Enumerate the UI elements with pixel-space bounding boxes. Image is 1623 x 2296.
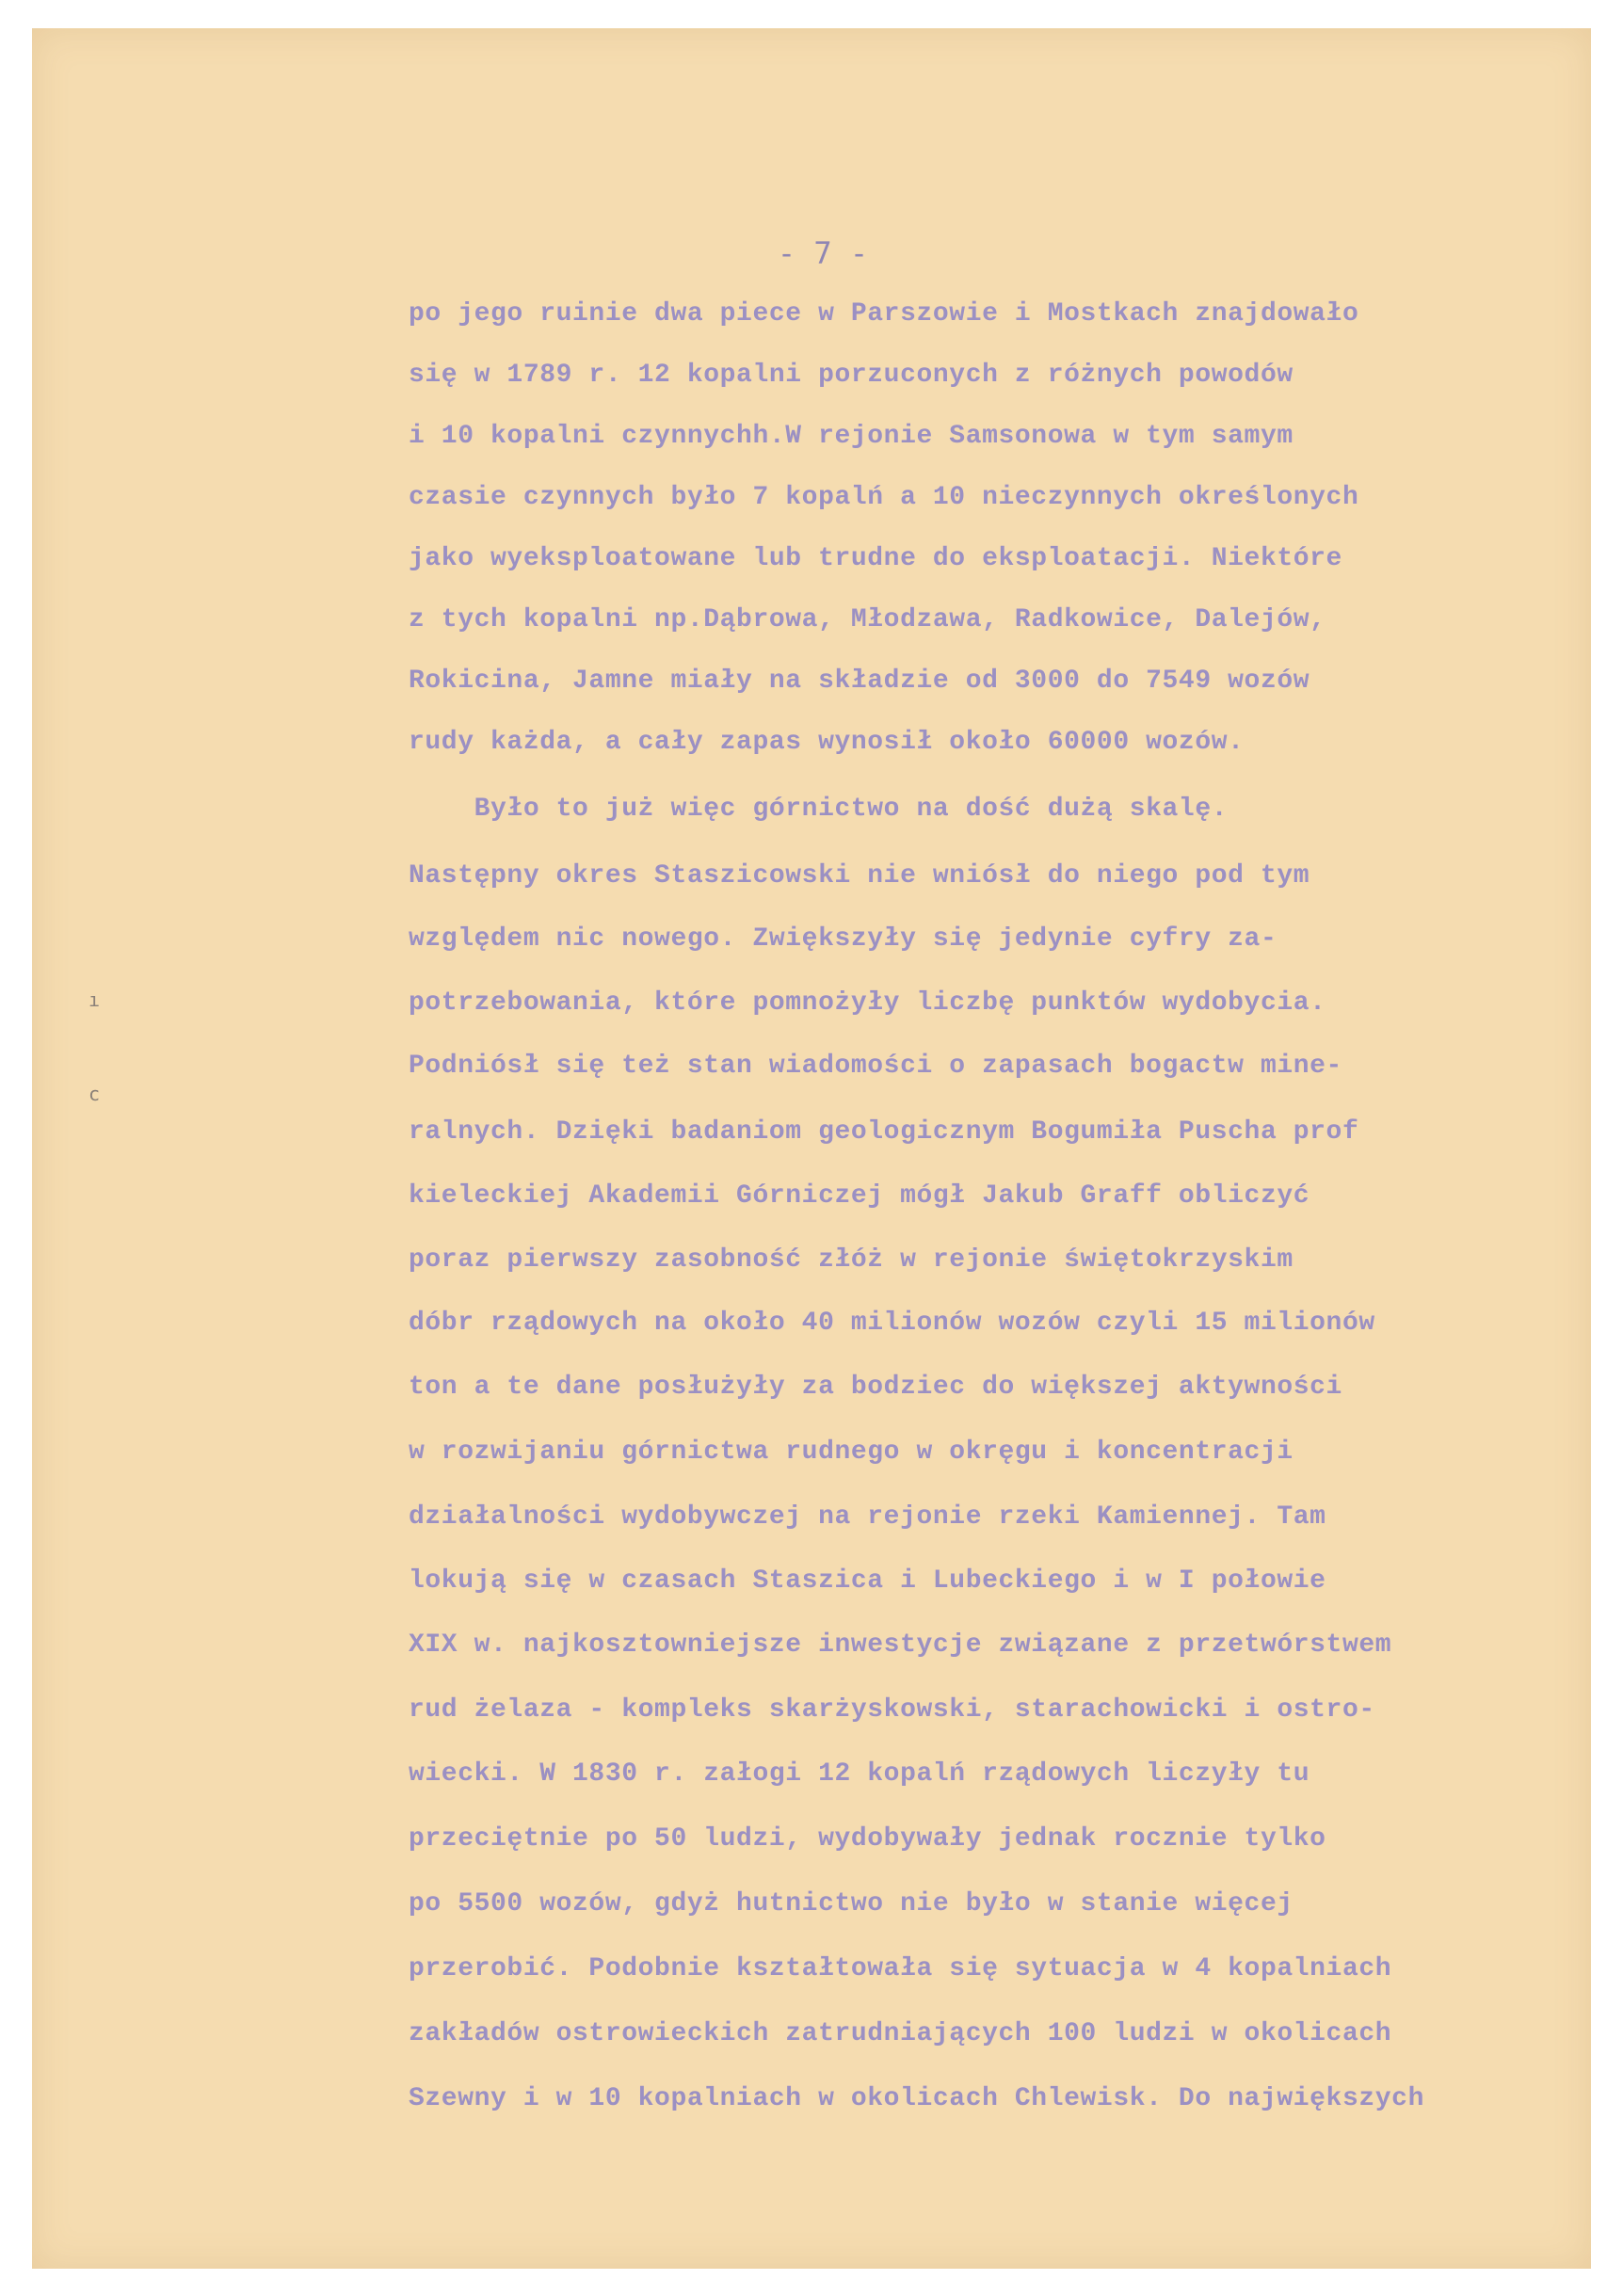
text-line: Było to już więc górnictwo na dość dużą skalę.: [409, 795, 1229, 824]
text-line: XIX w. najkosztowniejsze inwestycje związane z przetwórstwem: [409, 1630, 1392, 1660]
text-line: w rozwijaniu górnictwa rudnego w okręgu i koncentracji: [409, 1437, 1294, 1467]
margin-mark: c: [88, 1083, 101, 1105]
text-line: lokują się w czasach Staszica i Lubeckiego i w I połowie: [409, 1566, 1326, 1596]
text-line: ralnych. Dzięki badaniom geologicznym Bogumiła Puscha prof: [409, 1117, 1359, 1147]
text-line: czasie czynnych było 7 kopalń a 10 nieczynnych określonych: [409, 483, 1359, 512]
document-page: [32, 28, 1591, 2269]
text-line: rud żelaza - kompleks skarżyskowski, starachowicki i ostro-: [409, 1695, 1375, 1725]
text-line: dóbr rządowych na około 40 milionów wozów czyli 15 milionów: [409, 1309, 1375, 1338]
text-line: po jego ruinie dwa piece w Parszowie i Mostkach znajdowało: [409, 299, 1359, 329]
text-line: jako wyeksploatowane lub trudne do eksploatacji. Niektóre: [409, 544, 1342, 573]
text-line: względem nic nowego. Zwiększyły się jedynie cyfry za-: [409, 924, 1278, 954]
text-line: się w 1789 r. 12 kopalni porzuconych z różnych powodów: [409, 361, 1294, 390]
text-line: działalności wydobywczej na rejonie rzeki Kamiennej. Tam: [409, 1502, 1326, 1532]
text-line: kieleckiej Akademii Górniczej mógł Jakub Graff obliczyć: [409, 1181, 1310, 1211]
text-line: Następny okres Staszicowski nie wniósł do niego pod tym: [409, 861, 1310, 891]
page-number: - 7 -: [777, 235, 869, 271]
text-line: z tych kopalni np.Dąbrowa, Młodzawa, Radkowice, Dalejów,: [409, 605, 1326, 634]
text-line: poraz pierwszy zasobność złóż w rejonie świętokrzyskim: [409, 1245, 1294, 1275]
text-line: ton a te dane posłużyły za bodziec do większej aktywności: [409, 1373, 1342, 1402]
text-line: Rokicina, Jamne miały na składzie od 3000 do 7549 wozów: [409, 666, 1310, 696]
text-line: wiecki. W 1830 r. załogi 12 kopalń rządowych liczyły tu: [409, 1759, 1310, 1789]
text-line: potrzebowania, które pomnożyły liczbę punktów wydobycia.: [409, 988, 1326, 1018]
text-line: Podniósł się też stan wiadomości o zapasach bogactw mine-: [409, 1052, 1342, 1081]
margin-mark: ı: [88, 988, 101, 1011]
text-line: zakładów ostrowieckich zatrudniających 100 ludzi w okolicach: [409, 2019, 1392, 2048]
text-line: przerobić. Podobnie kształtowała się sytuacja w 4 kopalniach: [409, 1954, 1392, 1983]
text-line: i 10 kopalni czynnychh.W rejonie Samsonowa w tym samym: [409, 422, 1294, 451]
text-line: po 5500 wozów, gdyż hutnictwo nie było w stanie więcej: [409, 1889, 1294, 1919]
text-line: Szewny i w 10 kopalniach w okolicach Chlewisk. Do największych: [409, 2084, 1424, 2113]
text-line: przeciętnie po 50 ludzi, wydobywały jednak rocznie tylko: [409, 1824, 1326, 1854]
text-line: rudy każda, a cały zapas wynosił około 60000 wozów.: [409, 728, 1245, 757]
